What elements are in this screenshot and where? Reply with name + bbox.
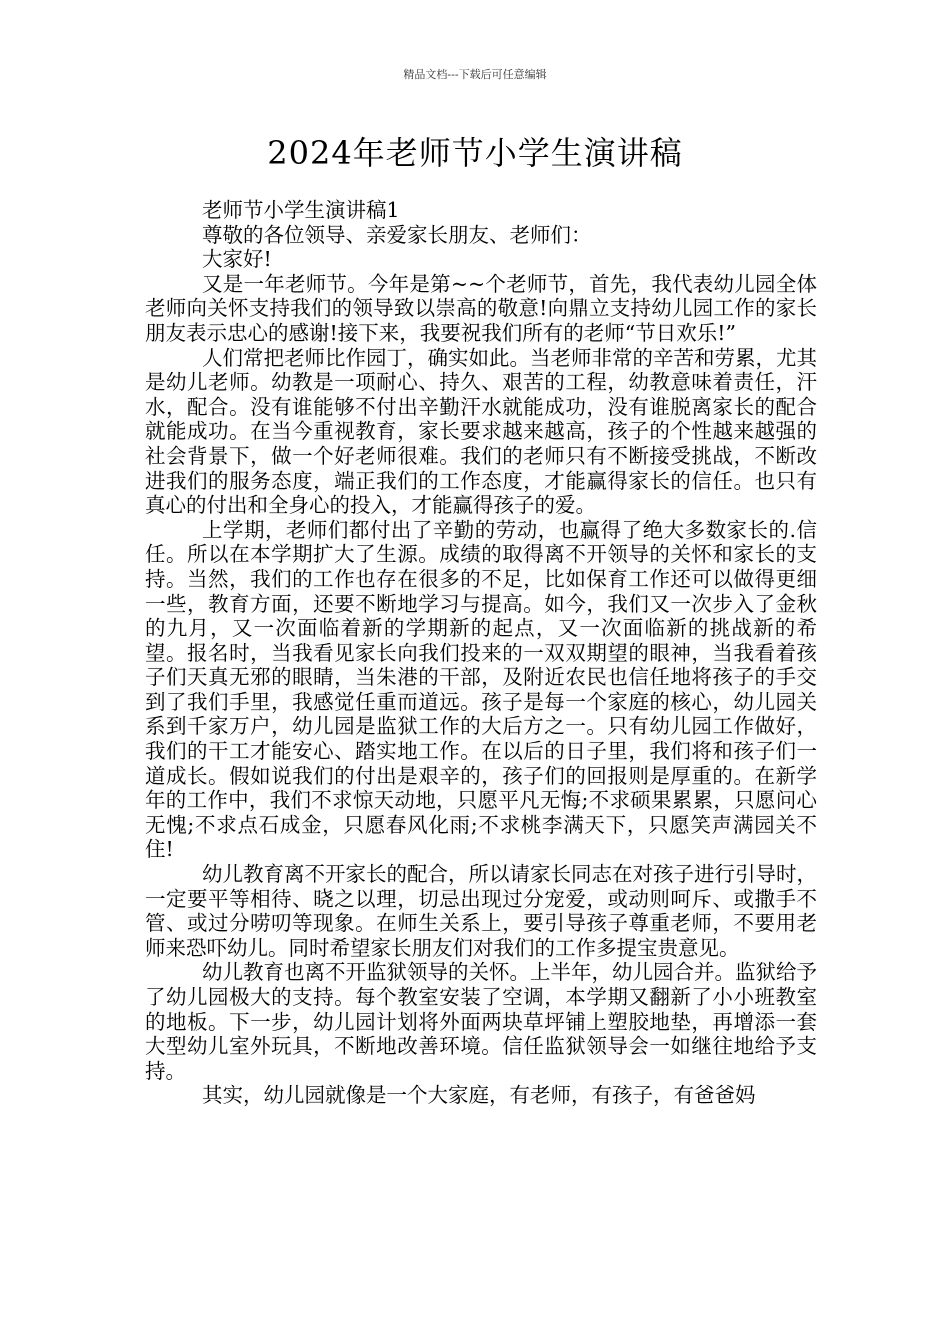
body-paragraph: 又是一年老师节。今年是第~~个老师节，首先，我代表幼儿园全体老师向关怀支持我们的领导致以崇高的敬意!向鼎立支持幼儿园工作的家长朋友表示忠心的感谢!接下来，我要祝我们所有的老师“节日欢乐!”: [145, 271, 817, 345]
body-paragraph: 幼儿教育也离不开监狱领导的关怀。上半年，幼儿园合并。监狱给予了幼儿园极大的支持。每个教室安装了空调，本学期又翻新了小小班教室的地板。下一步，幼儿园计划将外面两块草坪铺上塑胶地垫，再增添一套大型幼儿室外玩具，不断地改善环境。信任监狱领导会一如继往地给予支持。: [145, 960, 817, 1083]
body-paragraph: 上学期，老师们都付出了辛勤的劳动，也赢得了绝大多数家长的.信任。所以在本学期扩大了生源。成绩的取得离不开领导的关怀和家长的支持。当然，我们的工作也存在很多的不足，比如保育工作还可以做得更细一些，教育方面，还要不断地学习与提高。如今，我们又一次步入了金秋的九月，又一次面临着新的学期新的起点，又一次面临新的挑战新的希望。报名时，当我看见家长向我们投来的一双双期望的眼神，当我看着孩子们天真无邪的眼睛，当朱港的干部，及附近农民也信任地将孩子的手交到了我们手里，我感觉任重而道远。孩子是每一个家庭的核心，幼儿园关系到千家万户，幼儿园是监狱工作的大后方之一。只有幼儿园工作做好，我们的干工才能安心、踏实地工作。在以后的日子里，我们将和孩子们一道成长。假如说我们的付出是艰辛的，孩子们的回报则是厚重的。在新学年的工作中，我们不求惊天动地，只愿平凡无悔;不求硕果累累，只愿问心无愧;不求点石成金，只愿春风化雨;不求桃李满天下，只愿笑声满园关不住!: [145, 517, 817, 862]
subtitle-paragraph: 老师节小学生演讲稿1: [202, 198, 400, 222]
body-paragraph: 幼儿教育离不开家长的配合，所以请家长同志在对孩子进行引导时，一定要平等相待、晓之以理，切忌出现过分宠爱，或动则呵斥、或撒手不管、或过分唠叨等现象。在师生关系上，要引导孩子尊重老师，不要用老师来恐吓幼儿。同时希望家长朋友们对我们的工作多提宝贵意见。: [145, 862, 817, 960]
body-paragraph: 人们常把老师比作园丁，确实如此。当老师非常的辛苦和劳累，尤其是幼儿老师。幼教是一项耐心、持久、艰苦的工程，幼教意味着责任，汗水，配合。没有谁能够不付出辛勤汗水就能成功，没有谁脱离家长的配合就能成功。在当今重视教育，家长要求越来越高，孩子的个性越来越强的社会背景下，做一个好老师很难。我们的老师只有不断接受挑战，不断改进我们的服务态度，端正我们的工作态度，才能赢得家长的信任。也只有真心的付出和全身心的投入，才能赢得孩子的爱。: [145, 345, 817, 518]
greeting-paragraph: 大家好!: [202, 247, 272, 272]
document-title: 2024年老师节小学生演讲稿: [267, 134, 683, 172]
salutation-paragraph: 尊敬的各位领导、亲爱家长朋友、老师们：: [202, 222, 592, 247]
body-paragraph: 其实，幼儿园就像是一个大家庭，有老师，有孩子，有爸爸妈: [202, 1083, 756, 1108]
header-note: 精品文档---下载后可任意编辑: [403, 68, 547, 81]
document-body: [145, 198, 817, 1108]
